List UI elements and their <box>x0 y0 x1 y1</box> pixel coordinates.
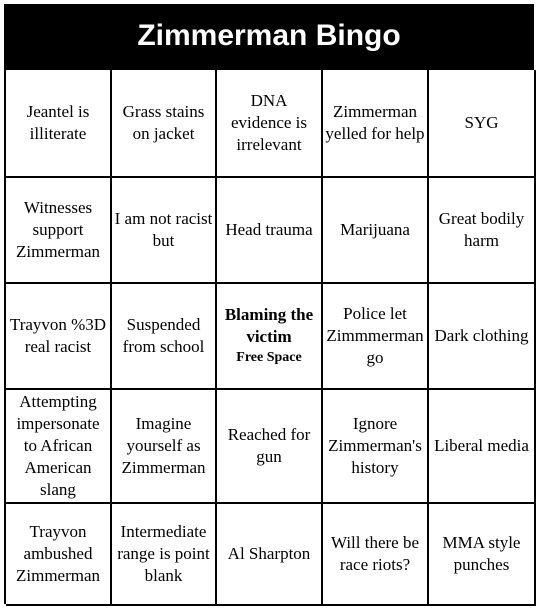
bingo-cell: Reached for gun <box>217 390 323 504</box>
bingo-cell: Ignore Zimmerman's history <box>323 390 429 504</box>
free-space-cell <box>217 284 323 390</box>
bingo-cell: Dark clothing <box>429 284 536 390</box>
free-space-label: Free Space <box>236 350 302 365</box>
bingo-cell: Trayvon %3D real racist <box>6 284 112 390</box>
bingo-cell: MMA style punches <box>429 504 536 606</box>
bingo-cell: Witnesses support Zimmerman <box>6 178 112 284</box>
bingo-card <box>4 4 534 604</box>
bingo-cell: Jeantel is illiterate <box>6 70 112 178</box>
bingo-cell: Suspended from school <box>112 284 217 390</box>
bingo-cell: Great bodily harm <box>429 178 536 284</box>
bingo-cell: Zimmerman yelled for help <box>323 70 429 178</box>
bingo-cell: Al Sharpton <box>217 504 323 606</box>
free-space-text: Blaming the victim <box>224 305 314 346</box>
bingo-cell: Trayvon ambushed Zimmerman <box>6 504 112 606</box>
bingo-cell: DNA evidence is irrelevant <box>217 70 323 178</box>
bingo-cell: Liberal media <box>429 390 536 504</box>
bingo-cell: Grass stains on jacket <box>112 70 217 178</box>
bingo-cell: Attempting impersonate to African American slang <box>6 390 112 504</box>
bingo-cell: SYG <box>429 70 536 178</box>
bingo-cell: Head trauma <box>217 178 323 284</box>
bingo-cell: Imagine yourself as Zimmerman <box>112 390 217 504</box>
bingo-cell: Intermediate range is point blank <box>112 504 217 606</box>
bingo-cell: Police let Zimmmerman go <box>323 284 429 390</box>
bingo-cell: Will there be race riots? <box>323 504 429 606</box>
bingo-title: Zimmerman Bingo <box>4 4 534 68</box>
bingo-grid <box>4 68 534 604</box>
bingo-cell: Marijuana <box>323 178 429 284</box>
bingo-cell: I am not racist but <box>112 178 217 284</box>
